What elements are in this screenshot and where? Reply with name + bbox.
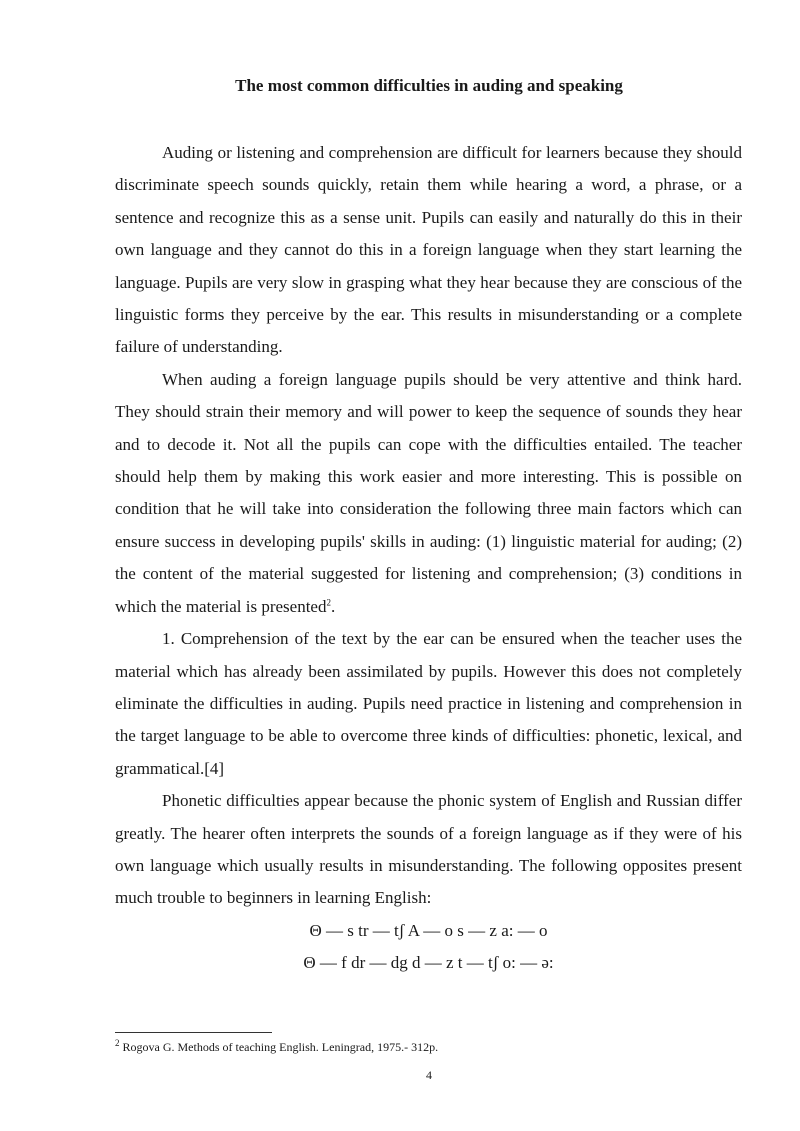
page-title: The most common difficulties in auding and speaking [235, 76, 623, 95]
paragraph-phonetic-difficulties: Phonetic difficulties appear because the phonic system of English and Russian differ greatly. The hearer often interprets the sounds of a foreign language as if they were of his own language which usually results in misunderstanding. The following opposites present much trouble to beginners in learning English: [115, 791, 742, 908]
footnote-divider [115, 1032, 272, 1033]
phonetic-line-1: Θ — s tr — tʃ A — o s — z a: — o [309, 920, 548, 940]
body-text [115, 137, 742, 980]
footnote-marker: 2 [115, 1038, 120, 1048]
phonetic-line-2: Θ — f dr — dg d — z t — tʃ o: — ə: [303, 953, 554, 973]
paragraph-comprehension: 1. Comprehension of the text by the ear can be ensured when the teacher uses the material which has already been assimilated by pupils. However this does not completely eliminate the difficulties in auding. Pupils need practice in listening and comprehension in the target language to be able to overcome three kinds of difficulties: phonetic, lexical, and grammatical.[4] [115, 629, 742, 778]
paragraph-text: When auding a foreign language pupils should be very attentive and think hard. They should strain their memory and will power to keep the sequence of sounds they hear and to decode it. Not all the pupils can cope with the difficulties entailed. The teacher should help them by making this work easier and more interesting. This is possible on condition that he will take into consideration the following three main factors which can ensure success in developing pupils' skills in auding: (1) linguistic material for auding; (2) the content of the material suggested for listening and comprehension; (3) conditions in which the material is presented [115, 369, 742, 616]
paragraph-auding-difficulty: Auding or listening and comprehension are difficult for learners because they should discriminate speech sounds quickly, retain them while hearing a word, a phrase, or a sentence and recognize this as a sense unit. Pupils can easily and naturally do this in their own language and they cannot do this in a foreign language when they start learning the language. Pupils are very slow in grasping what they hear because they are conscious of the linguistic forms they perceive by the ear. This results in misunderstanding or a complete failure of understanding. [115, 143, 742, 357]
footnote-text: Rogova G. Methods of teaching English. Leningrad, 1975.- 312p. [119, 1040, 439, 1054]
page-number: 4 [426, 1068, 432, 1082]
paragraph-attentive-auding [115, 364, 742, 623]
footnote [115, 1040, 438, 1055]
paragraph-end: . [330, 596, 336, 616]
footnote-reference: 2 [326, 597, 331, 608]
